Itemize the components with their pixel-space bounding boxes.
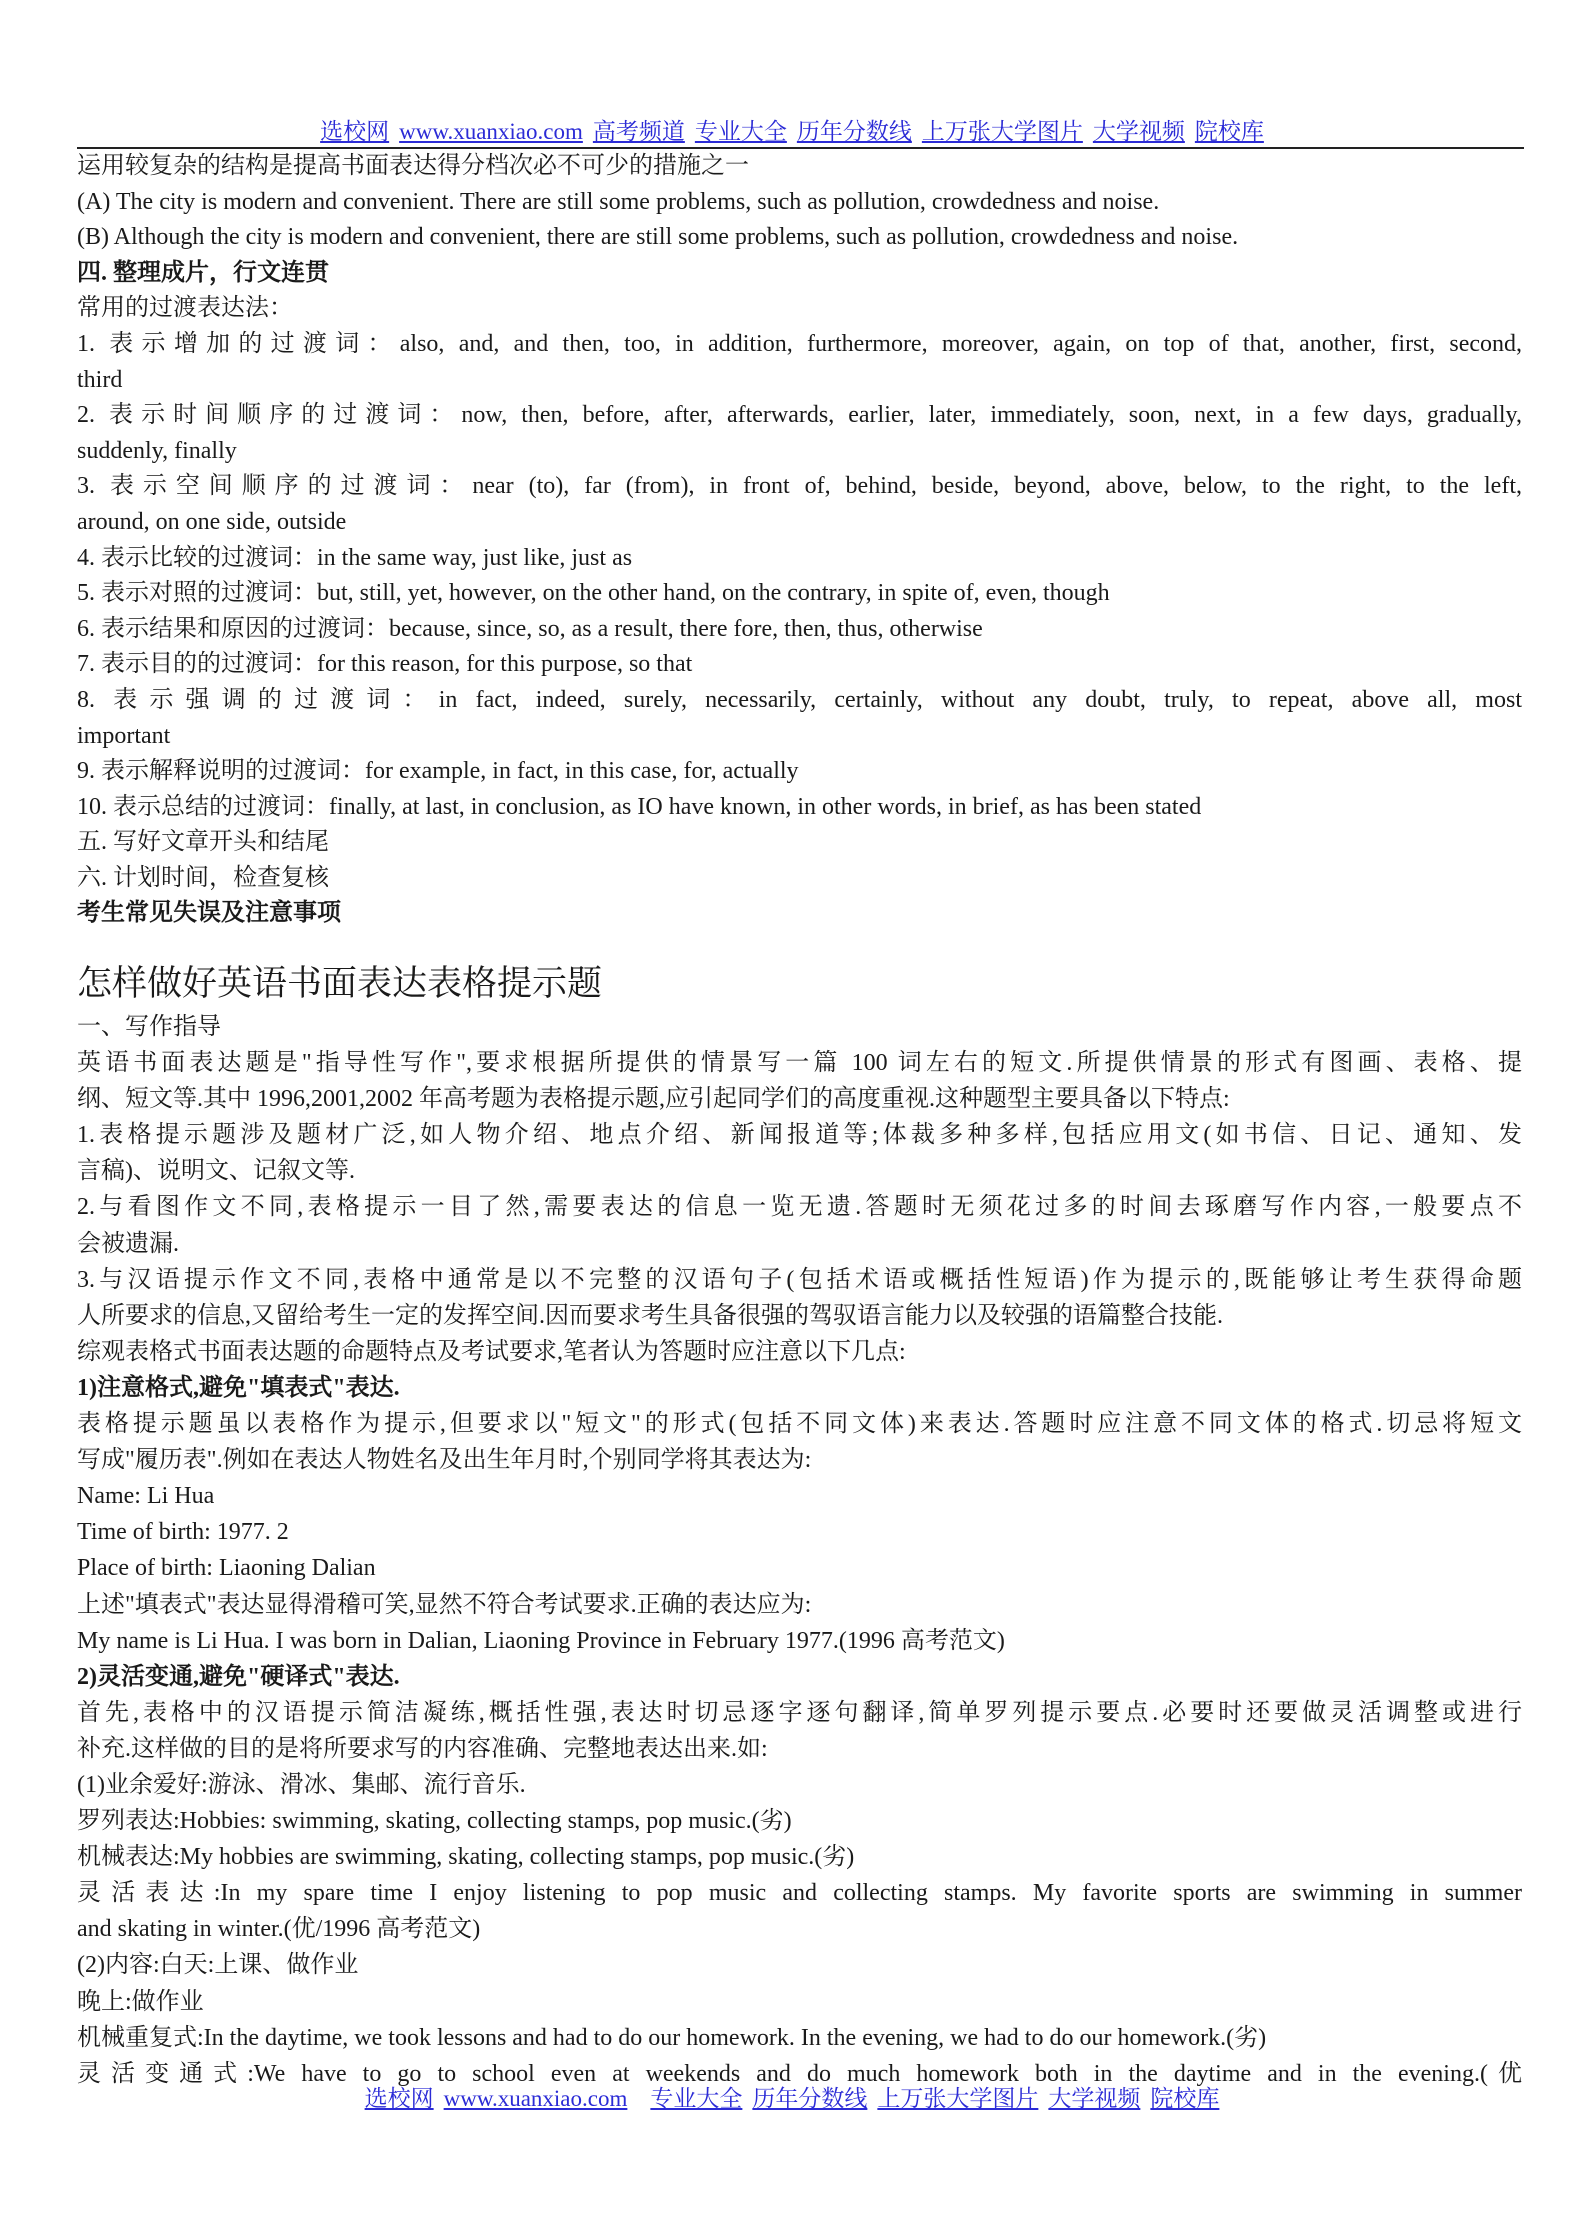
text-line: 3. 表示空间顺序的过渡词：near (to), far (from), in front of, behind, beside, beyond, above, below, to the right, to the left,	[77, 473, 1522, 500]
section-heading: 考生常见失误及注意事项	[77, 900, 341, 927]
text-line: (1)业余爱好:游泳、滑冰、集邮、流行音乐.	[77, 1771, 526, 1798]
text-line: 运用较复杂的结构是提高书面表达得分档次必不可少的措施之一	[77, 153, 749, 179]
text-line: 3.与汉语提示作文不同,表格中通常是以不完整的汉语句子(包括术语或概括性短语)作为提示的,既能够让考生获得命题	[77, 1266, 1522, 1293]
text-line: 1.表格提示题涉及题材广泛,如人物介绍、地点介绍、新闻报道等;体裁多种多样,包括应用文(如书信、日记、通知、发	[77, 1122, 1522, 1149]
text-line: 会被遗漏.	[77, 1230, 179, 1257]
text-line: suddenly, finally	[77, 437, 237, 464]
nav-link[interactable]: 上万张大学图片	[877, 2086, 1039, 2111]
nav-link[interactable]: 历年分数线	[752, 2086, 868, 2111]
text-line: 一、写作指导	[77, 1014, 221, 1040]
text-line: 人所要求的信息,又留给考生一定的发挥空间.因而要求考生具备很强的驾驭语言能力以及较强的语篇整合技能.	[77, 1302, 1223, 1329]
text-line: 晚上:做作业	[77, 1988, 204, 2015]
text-line: 10. 表示总结的过渡词：finally, at last, in conclusion, as IO have known, in other words, in brief, as has been stated	[77, 793, 1202, 820]
text-line: (A) The city is modern and convenient. There are still some problems, such as pollution, crowdedness and noise.	[77, 188, 1160, 215]
text-line: 补充.这样做的目的是将所要求写的内容准确、完整地表达出来.如:	[77, 1735, 768, 1762]
nav-link[interactable]: 院校库	[1194, 119, 1264, 144]
text-line: Name: Li Hua	[77, 1483, 215, 1510]
nav-link[interactable]: 大学视频	[1048, 2086, 1141, 2111]
text-line: 灵活变通式:We have to go to school even at weekends and do much homework both in the daytime and in the evening.(优	[77, 2060, 1522, 2087]
text-line: 5. 表示对照的过渡词：but, still, yet, however, on the other hand, on the contrary, in spite of, even, though	[77, 580, 1110, 607]
nav-link[interactable]: 历年分数线	[796, 119, 912, 144]
nav-link[interactable]: 上万张大学图片	[921, 119, 1083, 144]
nav-link[interactable]: 专业大全	[694, 119, 787, 144]
text-line: (2)内容:白天:上课、做作业	[77, 1952, 359, 1979]
text-line: 7. 表示目的的过渡词：for this reason, for this purpose, so that	[77, 651, 693, 678]
text-line: Place of birth: Liaoning Dalian	[77, 1555, 376, 1582]
section-heading: 1)注意格式,避免"填表式"表达.	[77, 1374, 400, 1401]
text-line: 罗列表达:Hobbies: swimming, skating, collecting stamps, pop music.(劣)	[77, 1808, 792, 1835]
text-line: 4. 表示比较的过渡词：in the same way, just like, just as	[77, 544, 633, 571]
text-line: 9. 表示解释说明的过渡词：for example, in fact, in this case, for, actually	[77, 758, 799, 785]
text-line: 6. 表示结果和原因的过渡词：because, since, so, as a result, there fore, then, thus, otherwise	[77, 615, 983, 642]
text-line: 上述"填表式"表达显得滑稽可笑,显然不符合考试要求.正确的表达应为:	[77, 1591, 812, 1618]
text-line: (B) Although the city is modern and convenient, there are still some problems, such as pollution, crowdedness and noise.	[77, 224, 1239, 251]
text-line: important	[77, 722, 171, 749]
text-line: 机械表达:My hobbies are swimming, skating, collecting stamps, pop music.(劣)	[77, 1844, 855, 1871]
text-line: 表格提示题虽以表格作为提示,但要求以"短文"的形式(包括不同文体)来表达.答题时应注意不同文体的格式.切忌将短文	[77, 1411, 1522, 1438]
text-line: third	[77, 366, 123, 393]
nav-link[interactable]: 专业大全	[650, 2086, 743, 2111]
section-heading: 四. 整理成片，行文连贯	[77, 259, 329, 286]
text-line: 灵活表达:In my spare time I enjoy listening to pop music and collecting stamps. My favorite sports are swimming in summer	[77, 1880, 1522, 1907]
nav-link[interactable]: www.xuanxiao.com	[443, 2086, 628, 2111]
text-line: 纲、短文等.其中 1996,2001,2002 年高考题为表格提示题,应引起同学们的高度重视.这种题型主要具备以下特点:	[77, 1086, 1230, 1113]
text-line: and skating in winter.(优/1996 高考范文)	[77, 1916, 481, 1943]
text-line: 机械重复式:In the daytime, we took lessons and had to do our homework. In the evening, we had to do our homework.(劣)	[77, 2024, 1267, 2051]
table-prompt-writing-section	[77, 1009, 1522, 2092]
header-nav	[0, 113, 1584, 146]
footer-nav	[0, 2080, 1584, 2113]
document-title: 怎样做好英语书面表达表格提示题	[77, 964, 603, 1003]
text-line: 1. 表示增加的过渡词：also, and, and then, too, in addition, furthermore, moreover, again, on top of that, another, first, second,	[77, 330, 1522, 357]
text-line: 2.与看图作文不同,表格提示一目了然,需要表达的信息一览无遗.答题时无须花过多的时间去琢磨写作内容,一般要点不	[77, 1194, 1522, 1221]
text-line: 首先,表格中的汉语提示简洁凝练,概括性强,表达时切忌逐字逐句翻译,简单罗列提示要点.必要时还要做灵活调整或进行	[77, 1699, 1522, 1726]
nav-link[interactable]: 高考频道	[592, 119, 685, 144]
nav-link[interactable]: www.xuanxiao.com	[399, 119, 583, 144]
text-line: 8. 表示强调的过渡词：in fact, indeed, surely, necessarily, certainly, without any doubt, truly, to repeat, above all, most	[77, 686, 1522, 713]
text-line: 言稿)、说明文、记叙文等.	[77, 1158, 355, 1185]
text-line: 六. 计划时间，检查复核	[77, 864, 329, 891]
nav-link[interactable]: 大学视频	[1092, 119, 1185, 144]
transition-words-section	[77, 149, 1522, 932]
text-line: 常用的过渡表达法：	[77, 295, 293, 322]
text-line: Time of birth: 1977. 2	[77, 1519, 289, 1546]
text-line: My name is Li Hua. I was born in Dalian, Liaoning Province in February 1977.(1996 高考范文)	[77, 1627, 1005, 1654]
nav-link[interactable]: 院校库	[1150, 2086, 1220, 2111]
text-line: 写成"履历表".例如在表达人物姓名及出生年月时,个别同学将其表达为:	[77, 1447, 812, 1474]
nav-link[interactable]: 选校网	[320, 119, 390, 144]
text-line: 2. 表示时间顺序的过渡词：now, then, before, after, afterwards, earlier, later, immediately, soon, next, in a few days, gradually,	[77, 402, 1522, 429]
text-line: 综观表格式书面表达题的命题特点及考试要求,笔者认为答题时应注意以下几点:	[77, 1338, 906, 1365]
nav-link[interactable]: 选校网	[364, 2086, 434, 2111]
text-line: 英语书面表达题是"指导性写作",要求根据所提供的情景写一篇 100 词左右的短文.所提供情景的形式有图画、表格、提	[77, 1050, 1522, 1077]
text-line: 五. 写好文章开头和结尾	[77, 829, 329, 856]
text-line: around, on one side, outside	[77, 508, 347, 535]
section-heading: 2)灵活变通,避免"硬译式"表达.	[77, 1663, 400, 1690]
